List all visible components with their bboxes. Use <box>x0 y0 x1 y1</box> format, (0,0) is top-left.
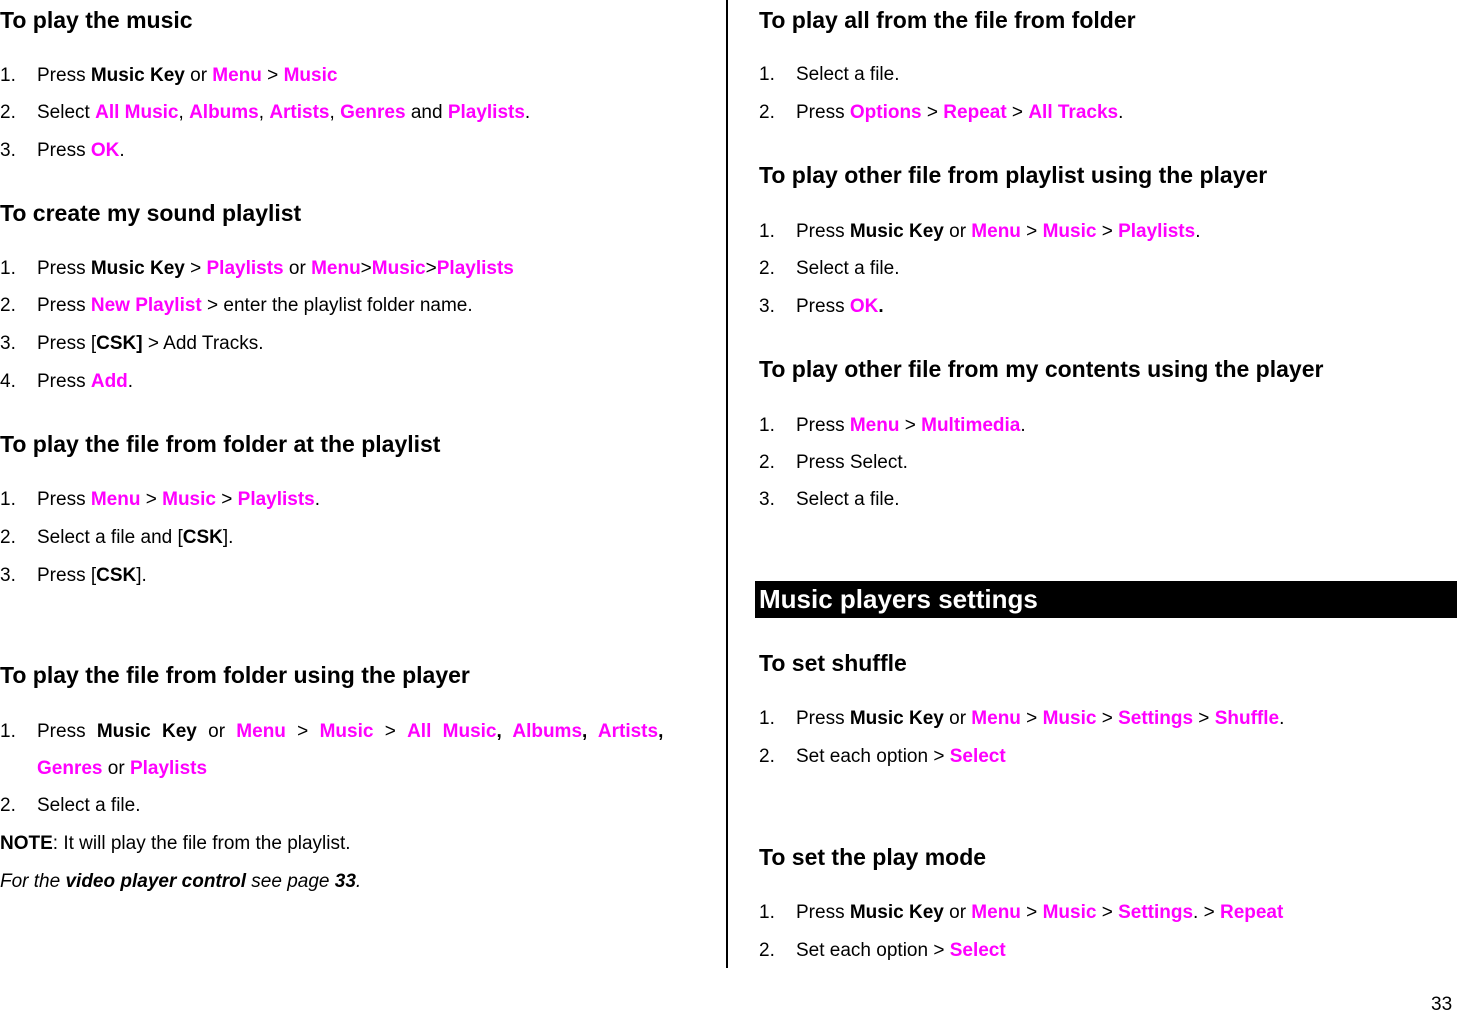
item-text: Press Add. <box>37 371 134 392</box>
item-text: Genres or Playlists <box>37 758 208 779</box>
item-number: 4. <box>0 371 16 392</box>
item-text: Select a file. <box>37 795 141 816</box>
section-heading: To play the file from folder at the playlist <box>0 431 441 457</box>
item-number: 1. <box>0 258 16 279</box>
item-number: 3. <box>759 489 775 510</box>
item-number: 1. <box>0 489 16 510</box>
item-text: Press Music Key or Menu > Music > Settings > Shuffle. <box>796 708 1285 729</box>
item-text: Select a file. <box>796 489 900 510</box>
item-number: 3. <box>0 333 16 354</box>
item-text: Press Music Key or Menu > Music > Playlists. <box>796 221 1201 242</box>
page-number: 33 <box>1431 994 1453 1015</box>
section-banner <box>755 581 1457 618</box>
item-number: 2. <box>0 295 16 316</box>
item-number: 1. <box>759 708 775 729</box>
item-text: Set each option > Select <box>796 940 1006 961</box>
section-heading: To play other file from my contents using the player <box>759 356 1324 382</box>
page-reference: For the video player control see page 33. <box>0 871 362 892</box>
item-text: Select a file and [CSK]. <box>37 527 234 548</box>
item-text: Press Music Key or Menu > Music <box>37 65 338 86</box>
item-text: Press Menu > Multimedia. <box>796 415 1026 436</box>
item-number: 1. <box>0 65 16 86</box>
section-heading: To play all from the file from folder <box>759 7 1136 33</box>
item-text: Press New Playlist > enter the playlist folder name. <box>37 295 473 316</box>
item-text: Select All Music, Albums, Artists, Genres and Playlists. <box>37 102 531 123</box>
item-number: 2. <box>759 102 775 123</box>
item-number: 2. <box>0 102 16 123</box>
item-text: Press Music Key or Menu > Music > All Music, Albums, Artists, <box>37 721 664 742</box>
item-number: 2. <box>759 452 775 473</box>
section-heading: To play the music <box>0 7 193 33</box>
item-number: 2. <box>759 258 775 279</box>
item-text: Press Music Key or Menu > Music > Settings. > Repeat <box>796 902 1284 923</box>
item-text: Select a file. <box>796 258 900 279</box>
section-heading: To play the file from folder using the player <box>0 662 470 688</box>
column-divider <box>726 0 728 968</box>
item-text: Press OK. <box>37 140 125 161</box>
item-number: 1. <box>759 415 775 436</box>
section-heading: To create my sound playlist <box>0 200 302 226</box>
item-text: Select a file. <box>796 64 900 85</box>
item-number: 3. <box>0 140 16 161</box>
item-number: 1. <box>759 64 775 85</box>
item-number: 1. <box>0 721 16 742</box>
item-text: Press OK. <box>796 296 884 317</box>
item-text: Press Select. <box>796 452 908 473</box>
item-number: 2. <box>759 940 775 961</box>
note <box>0 832 351 856</box>
item-text: Set each option > Select <box>796 746 1006 767</box>
section-heading: To set shuffle <box>759 650 907 676</box>
note-text: : It will play the file from the playlist. <box>52 833 351 854</box>
note-label: NOTE <box>0 833 53 854</box>
item-text: Press Options > Repeat > All Tracks. <box>796 102 1124 123</box>
item-text: Press Music Key > Playlists or Menu>Music>Playlists <box>37 258 514 279</box>
item-number: 1. <box>759 221 775 242</box>
section-heading: To play other file from playlist using the player <box>759 162 1268 188</box>
section-heading: To set the play mode <box>759 844 987 870</box>
item-number: 2. <box>0 527 16 548</box>
item-number: 3. <box>759 296 775 317</box>
item-number: 2. <box>759 746 775 767</box>
item-text: Press [CSK] > Add Tracks. <box>37 333 264 354</box>
item-number: 2. <box>0 795 16 816</box>
banner-title: Music players settings <box>759 584 1038 614</box>
item-text: Press [CSK]. <box>37 565 147 586</box>
item-number: 1. <box>759 902 775 923</box>
item-text: Press Menu > Music > Playlists. <box>37 489 321 510</box>
item-number: 3. <box>0 565 16 586</box>
